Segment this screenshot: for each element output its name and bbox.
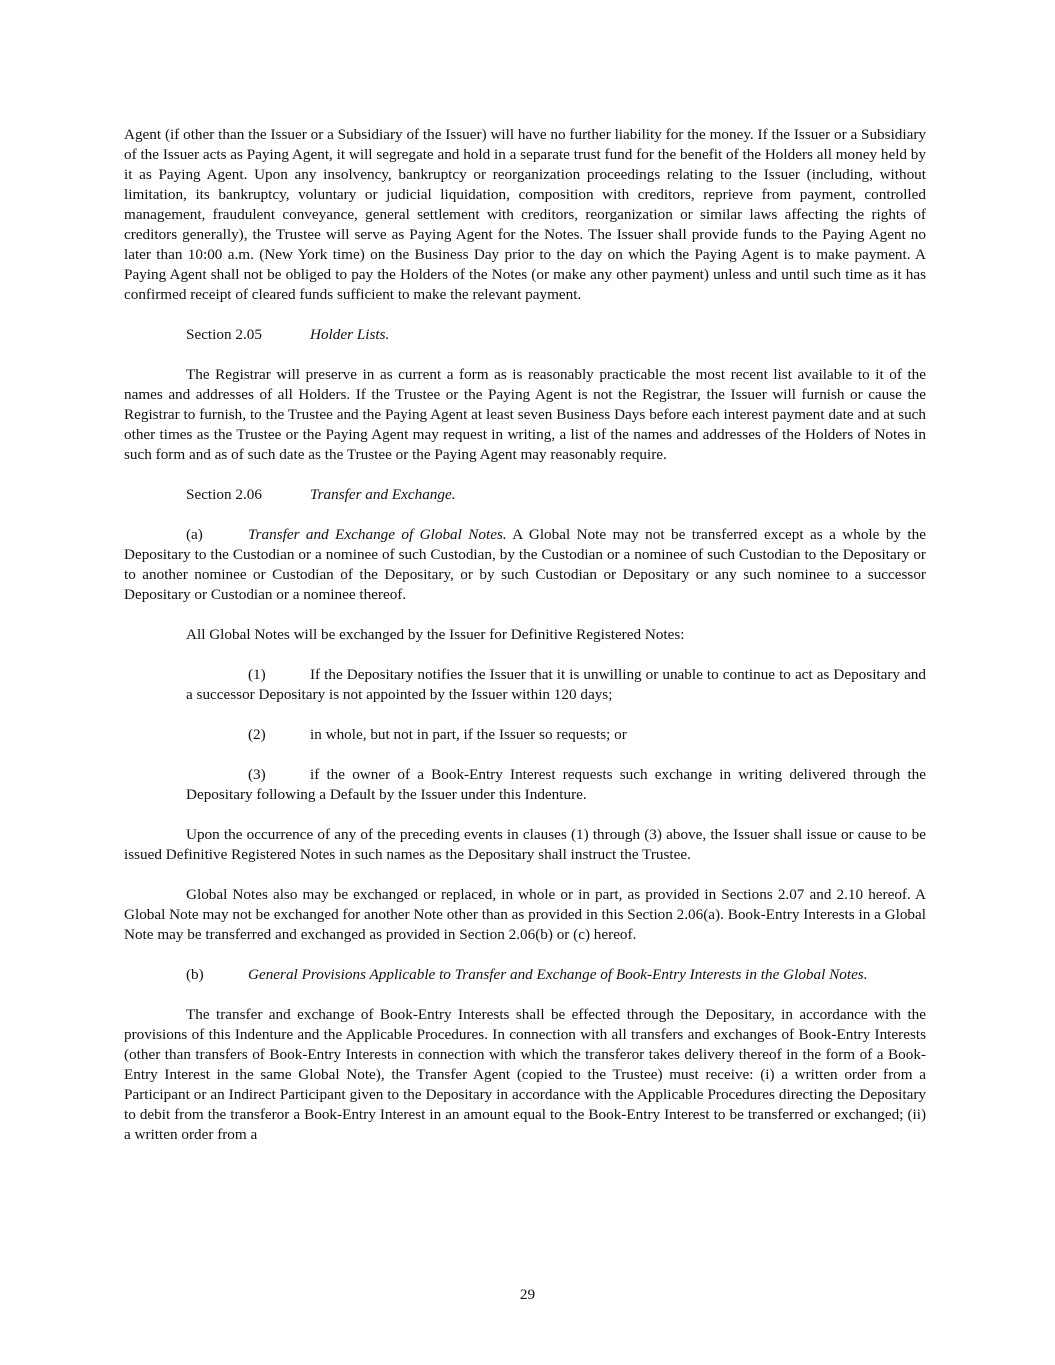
- clause-3: [186, 765, 926, 805]
- clause-1: [186, 665, 926, 705]
- paragraph-a: [124, 525, 926, 605]
- section-title: Transfer and Exchange.: [310, 486, 456, 503]
- section-2-06-heading: [124, 485, 926, 505]
- clause-number: (1): [248, 666, 266, 683]
- clause-text: If the Depositary notifies the Issuer that it is unwilling or unable to continue to act as Depositary and a successor Depositary is not appointed by the Issuer within 120 days;: [186, 666, 926, 703]
- paragraph-label: (a): [186, 526, 203, 543]
- occurrence-paragraph: Upon the occurrence of any of the preceding events in clauses (1) through (3) above, the Issuer shall issue or cause to be issued Definitive Registered Notes in such names as the Depositary shall instruct the Trustee.: [124, 826, 926, 863]
- clause-2: [186, 725, 926, 745]
- exchange-paragraph: All Global Notes will be exchanged by the Issuer for Definitive Registered Notes:: [186, 626, 685, 643]
- section-title: Holder Lists.: [310, 326, 390, 343]
- paragraph-label: (b): [186, 966, 204, 983]
- section-number: Section 2.06: [186, 486, 262, 503]
- global-notes-paragraph: Global Notes also may be exchanged or replaced, in whole or in part, as provided in Sections 2.07 and 2.10 hereof. A Global Note may not be exchanged for another Note other than as provided in this Section 2.06(a). Book-Entry Interests in a Global Note may be transferred and exchanged as provided in Section 2.06(b) or (c) hereof.: [124, 886, 926, 943]
- holder-lists-paragraph: The Registrar will preserve in as current a form as is reasonably practicable the most recent list available to it of the names and addresses of all Holders. If the Trustee or the Paying Agent is not the Registrar, the Issuer will furnish or cause the Registrar to furnish, to the Trustee and the Paying Agent at least seven Business Days before each interest payment date and at such other times as the Trustee or the Paying Agent may request in writing, a list of the names and addresses of the Holders of Notes in such form and as of such date as the Trustee or the Paying Agent may reasonably require.: [124, 366, 926, 463]
- paragraph-title: General Provisions Applicable to Transfer and Exchange of Book-Entry Interests in the Global Notes.: [248, 966, 868, 983]
- clause-text: if the owner of a Book-Entry Interest requests such exchange in writing delivered through the Depositary following a Default by the Issuer under this Indenture.: [186, 766, 926, 803]
- paragraph-text: A Global Note may not be transferred except as a whole by the Depositary to the Custodian or a nominee of such Custodian, by the Custodian or a nominee of such Custodian to the Depositary or to another nominee or Custodian of the Depositary, or by such Custodian or Depositary or any such nominee to a successor Depositary or Custodian or a nominee thereof.: [124, 526, 926, 603]
- page-number: 29: [519, 1286, 536, 1303]
- section-number: Section 2.05: [186, 326, 262, 343]
- document-page: [124, 125, 926, 1165]
- section-2-05-heading: [124, 325, 926, 345]
- clause-number: (3): [248, 766, 266, 783]
- paragraph-title: Transfer and Exchange of Global Notes.: [248, 526, 507, 543]
- paragraph-b: [124, 965, 926, 985]
- clause-text: in whole, but not in part, if the Issuer so requests; or: [310, 726, 627, 743]
- intro-paragraph: Agent (if other than the Issuer or a Subsidiary of the Issuer) will have no further liability for the money. If the Issuer or a Subsidiary of the Issuer acts as Paying Agent, it will segregate and hold in a separate trust fund for the benefit of the Holders all money held by it as Paying Agent. Upon any insolvency, bankruptcy or reorganization proceedings relating to the Issuer (including, without limitation, its bankruptcy, voluntary or judicial liquidation, composition with creditors, reprieve from payment, controlled management, fraudulent conveyance, general settlement with creditors, reorganization or similar laws affecting the rights of creditors generally), the Trustee will serve as Paying Agent for the Notes. The Issuer shall provide funds to the Paying Agent no later than 10:00 a.m. (New York time) on the Business Day prior to the day on which the Paying Agent is to make payment. A Paying Agent shall not be obliged to pay the Holders of the Notes (or make any other payment) unless and until such time as it has confirmed receipt of cleared funds sufficient to make the relevant payment.: [124, 126, 926, 303]
- transfer-paragraph: The transfer and exchange of Book-Entry Interests shall be effected through the Depositary, in accordance with the provisions of this Indenture and the Applicable Procedures. In connection with all transfers and exchanges of Book-Entry Interests (other than transfers of Book-Entry Interests in connection with which the transferor takes delivery thereof in the form of a Book-Entry Interest in the same Global Note), the Transfer Agent (copied to the Trustee) must receive: (i) a written order from a Participant or an Indirect Participant given to the Depositary in accordance with the Applicable Procedures directing the Depositary to debit from the transferor a Book-Entry Interest in an amount equal to the Book-Entry Interest to be transferred or exchanged; (ii) a written order from a: [124, 1006, 926, 1143]
- clause-number: (2): [248, 726, 266, 743]
